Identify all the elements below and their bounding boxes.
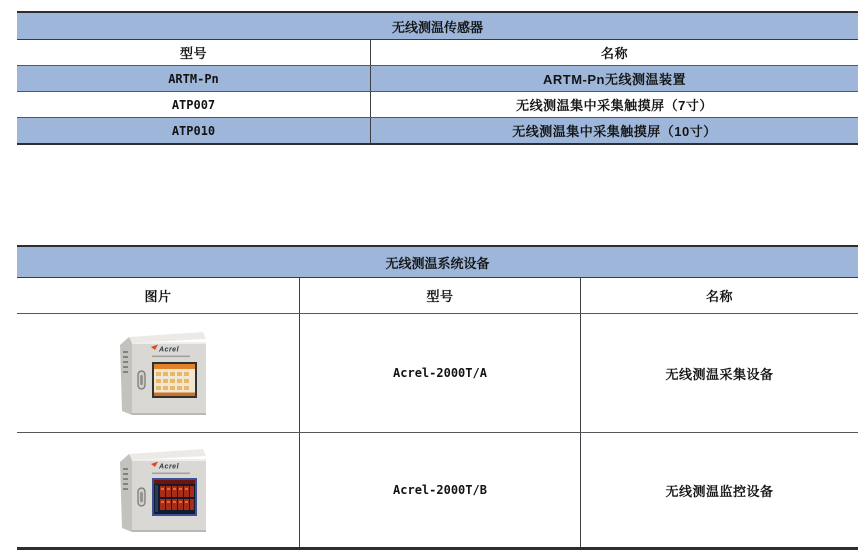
system-table-title: 无线测温系统设备 xyxy=(385,255,490,271)
column-header-name: 名称 xyxy=(370,40,858,65)
column-header-model: 型号 xyxy=(299,278,580,313)
nameplate-text-line xyxy=(152,356,190,358)
name-cell: 无线测温集中采集触摸屏（7寸） xyxy=(370,92,858,117)
sensor-table-title: 无线测温传感器 xyxy=(391,19,483,35)
door-handle-icon xyxy=(138,488,145,506)
table-row-acrel-2000t-b xyxy=(17,432,858,547)
cabinet-top xyxy=(129,332,206,343)
sensor-table-title-row xyxy=(17,13,858,39)
cabinet-top xyxy=(129,449,206,460)
model-cell: ARTM-Pn xyxy=(168,71,219,86)
cabinet-side xyxy=(120,454,132,532)
acrel-2000t-b-cabinet-photo xyxy=(107,443,209,537)
table-row-artm-pn xyxy=(17,65,858,91)
photo-cell xyxy=(17,433,299,547)
system-table-title-row xyxy=(17,247,858,277)
acrel-2000t-a-cabinet-photo xyxy=(107,326,209,420)
model-cell: Acrel-2000T/B xyxy=(299,433,580,547)
model-cell: ATP007 xyxy=(171,97,216,112)
photo-cell xyxy=(17,314,299,432)
table-row-atp010 xyxy=(17,117,858,143)
name-cell: 无线测温监控设备 xyxy=(580,433,858,547)
acrel-logo-text: Acrel xyxy=(159,463,180,471)
model-cell: ATP010 xyxy=(171,123,216,138)
touchscreen-icon xyxy=(152,362,197,398)
nameplate-text-line xyxy=(152,473,190,475)
column-header-model: 型号 xyxy=(179,46,207,61)
column-header-picture: 图片 xyxy=(144,289,172,304)
column-header-name: 名称 xyxy=(580,278,858,313)
sensor-table-header-row xyxy=(17,39,858,65)
name-cell: 无线测温采集设备 xyxy=(580,314,858,432)
system-table-header-row xyxy=(17,277,858,313)
acrel-logo-text: Acrel xyxy=(159,346,180,354)
name-cell: 无线测温集中采集触摸屏（10寸） xyxy=(370,118,858,143)
table-row-atp007 xyxy=(17,91,858,117)
door-handle-icon xyxy=(138,371,145,389)
model-cell: Acrel-2000T/A xyxy=(299,314,580,432)
sensor-table xyxy=(17,11,858,145)
monitoring-screen-icon xyxy=(152,478,197,516)
cabinet-side xyxy=(120,337,132,415)
name-cell: ARTM-Pn无线测温装置 xyxy=(370,66,858,91)
table-row-acrel-2000t-a xyxy=(17,313,858,432)
system-device-table xyxy=(17,245,858,550)
